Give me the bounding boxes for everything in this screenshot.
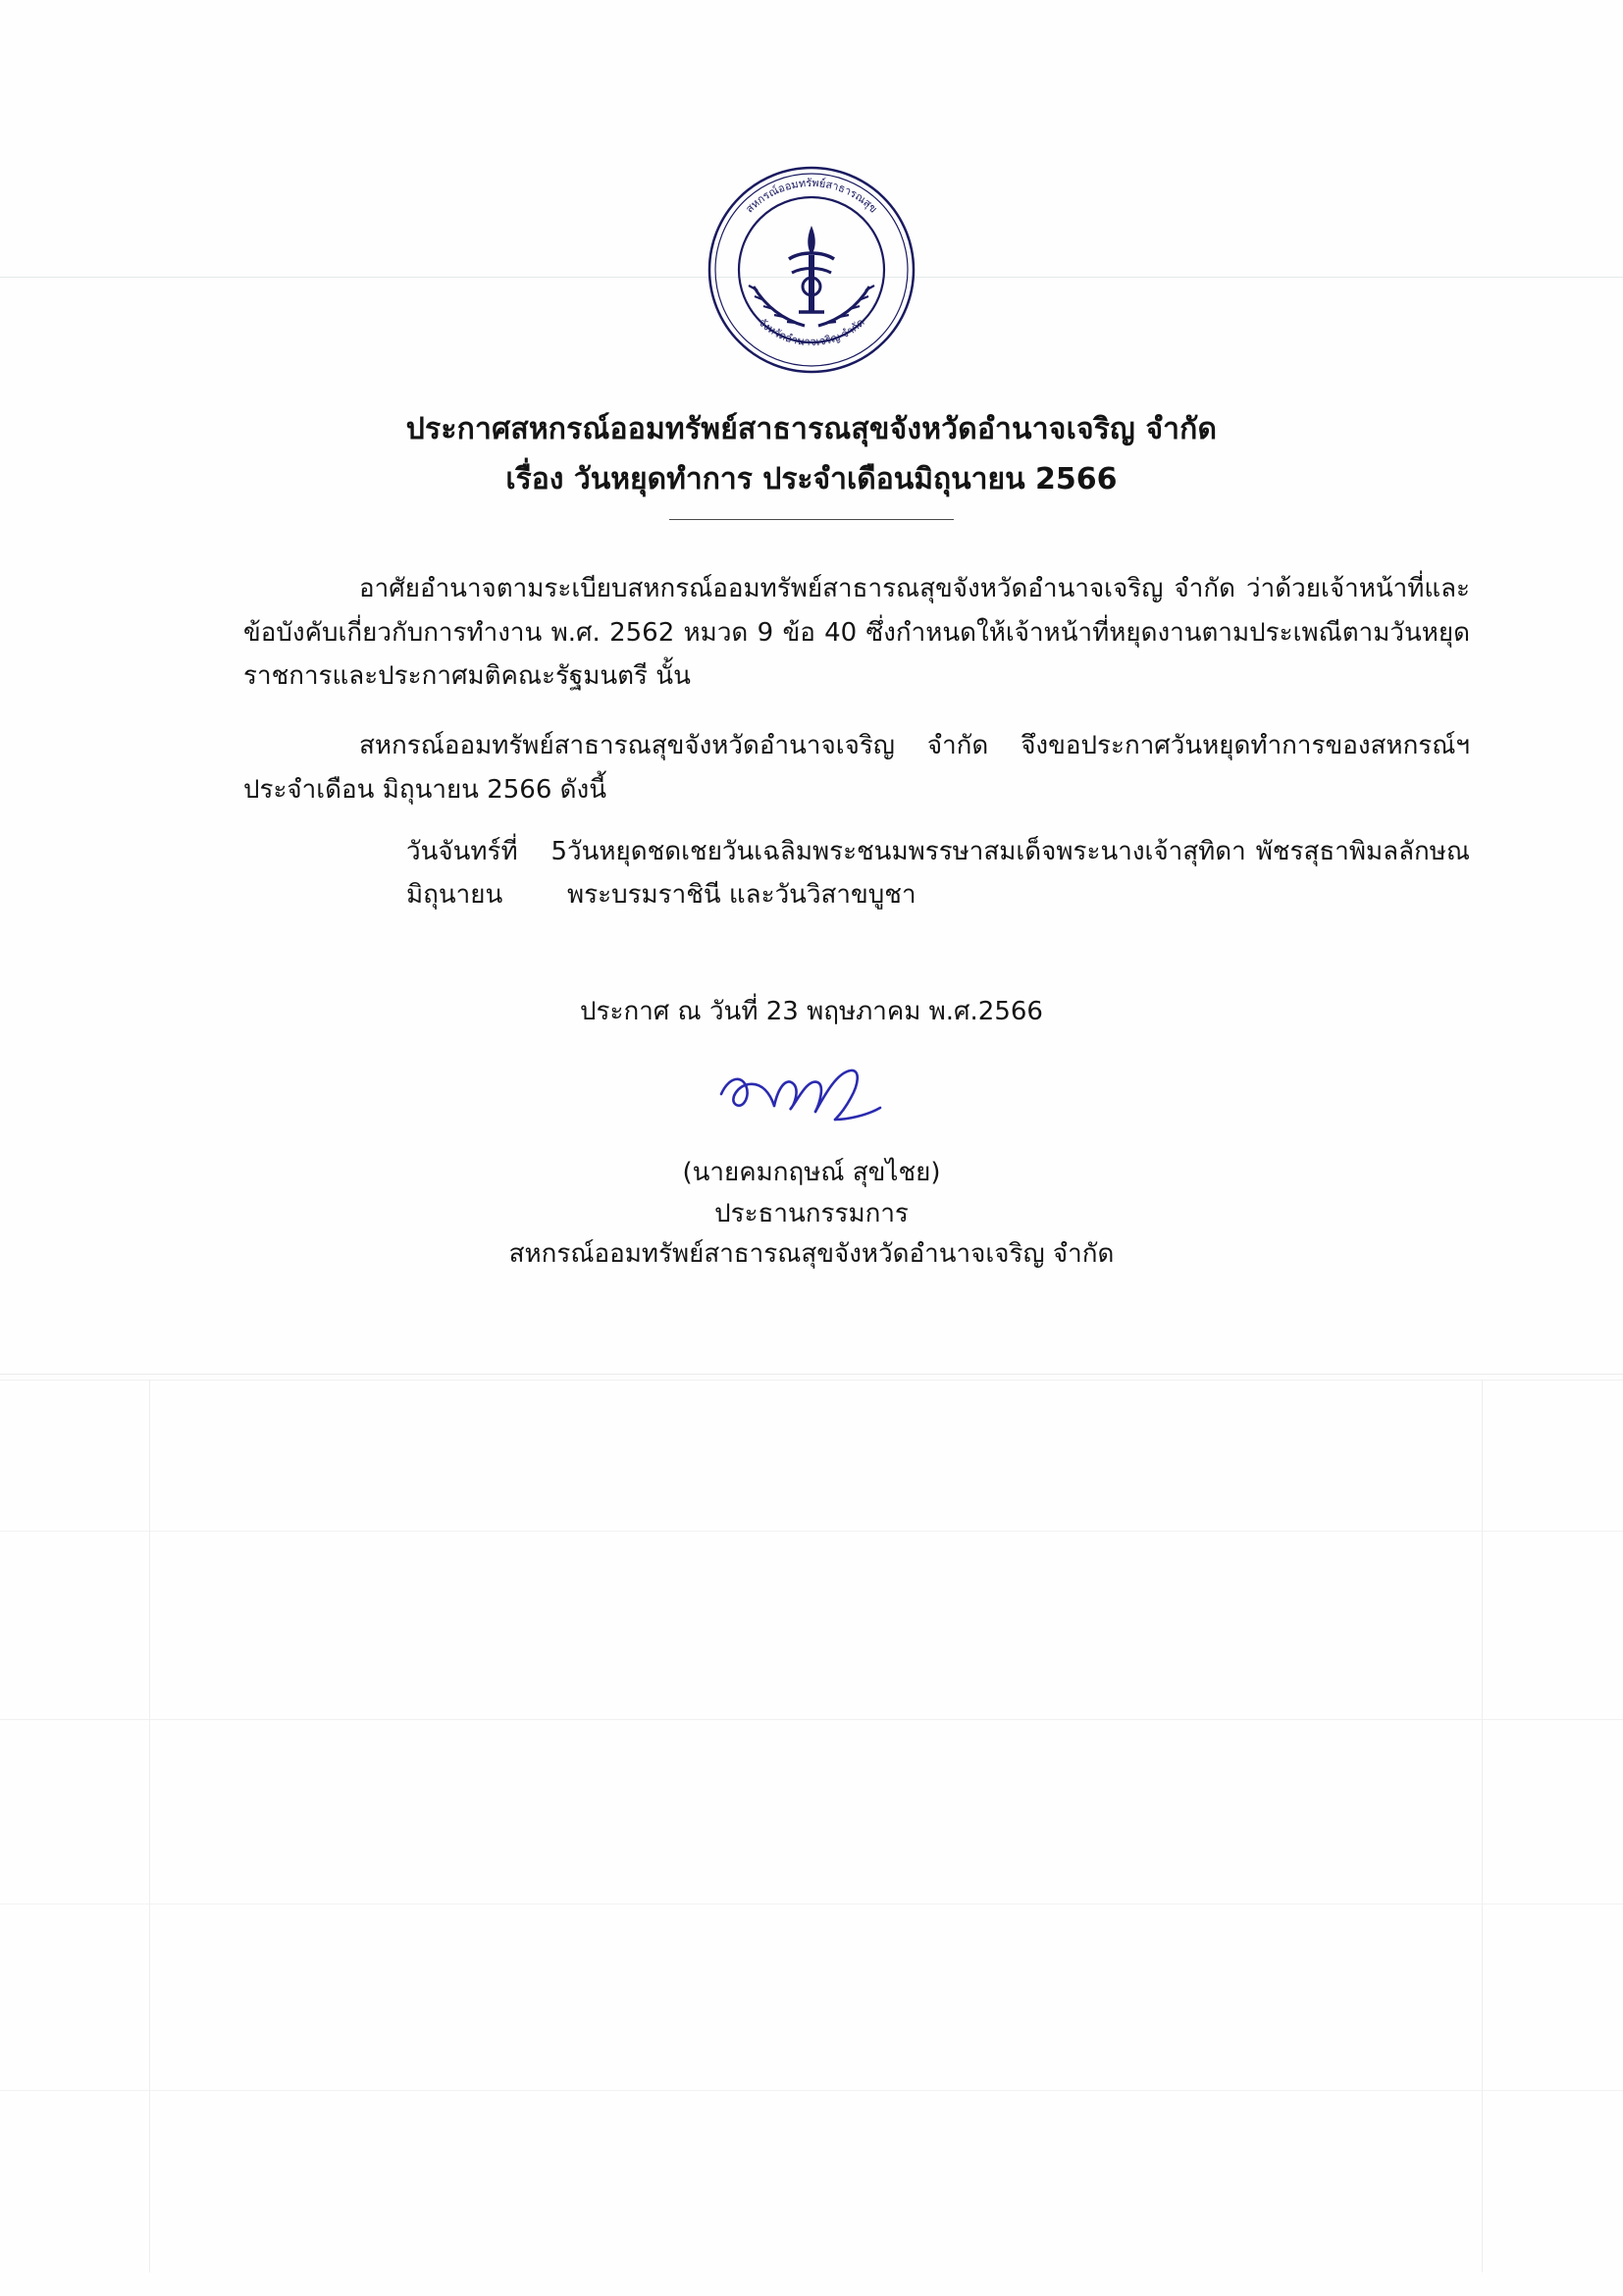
scan-artifact-line (0, 2090, 1623, 2091)
scan-artifact-line (1482, 1380, 1483, 2272)
scan-artifact-line (0, 1719, 1623, 1720)
handwritten-signature (704, 1055, 919, 1143)
body-paragraph-1 (243, 567, 1470, 699)
header-divider (669, 519, 954, 520)
paragraph-text: อาศัยอำนาจตามระเบียบสหกรณ์ออมทรัพย์สาธารณสุขจังหวัดอำนาจเจริญ จำกัด ว่าด้วยเจ้าหน้าที่และข้อบังคับเกี่ยวกับการทำงาน พ.ศ. 2562 หมวด 9 ข้อ 40 ซึ่งกำหนดให้เจ้าหน้าที่หยุดงานตามประเพณีตามวันหยุดราชการและประกาศมติคณะรัฐมนตรี นั้น (243, 574, 1470, 692)
scan-artifact-line (0, 1380, 1623, 1381)
scan-artifact-line (0, 1531, 1623, 1532)
holiday-list (243, 830, 1470, 917)
signer-organization: สหกรณ์ออมทรัพย์สาธารณสุขจังหวัดอำนาจเจริญ จำกัด (508, 1239, 1115, 1270)
svg-text:จังหวัดอำนาจเจริญ จำกัด: จังหวัดอำนาจเจริญ จำกัด (756, 316, 867, 349)
holiday-date: วันจันทร์ที่ 5 มิถุนายน (406, 836, 567, 911)
document-body (243, 567, 1470, 917)
body-paragraph-2 (243, 724, 1470, 811)
signer-name: (นายคมกฤษณ์ สุขไชย) (682, 1158, 941, 1187)
scan-artifact-line (0, 1374, 1623, 1375)
paragraph-text: สหกรณ์ออมทรัพย์สาธารณสุขจังหวัดอำนาจเจริญ จำกัด จึงขอประกาศวันหยุดทำการของสหกรณ์ฯ ประจำเดือน มิถุนายน 2566 ดังนี้ (243, 731, 1470, 805)
announcement-date: ประกาศ ณ วันที่ 23 พฤษภาคม พ.ศ.2566 (580, 997, 1043, 1026)
cooperative-emblem-icon (699, 157, 924, 383)
document-header (0, 407, 1623, 520)
scan-artifact-line (149, 1380, 150, 2272)
page-subtitle: เรื่อง วันหยุดทำการ ประจำเดือนมิถุนายน 2566 (505, 462, 1118, 496)
signer-position: ประธานกรรมการ (714, 1198, 909, 1228)
svg-text:สหกรณ์ออมทรัพย์สาธารณสุข: สหกรณ์ออมทรัพย์สาธารณสุข (743, 176, 880, 216)
scan-artifact-line (0, 1904, 1623, 1905)
holiday-description: วันหยุดชดเชยวันเฉลิมพระชนมพรรษาสมเด็จพระนางเจ้าสุทิดา พัชรสุธาพิมลลักษณ พระบรมราชินี และวันวิสาขบูชา (567, 836, 1470, 911)
page-title: ประกาศสหกรณ์ออมทรัพย์สาธารณสุขจังหวัดอำนาจเจริญ จำกัด (405, 412, 1218, 446)
list-item (243, 830, 1470, 917)
signature-block (0, 1153, 1623, 1276)
